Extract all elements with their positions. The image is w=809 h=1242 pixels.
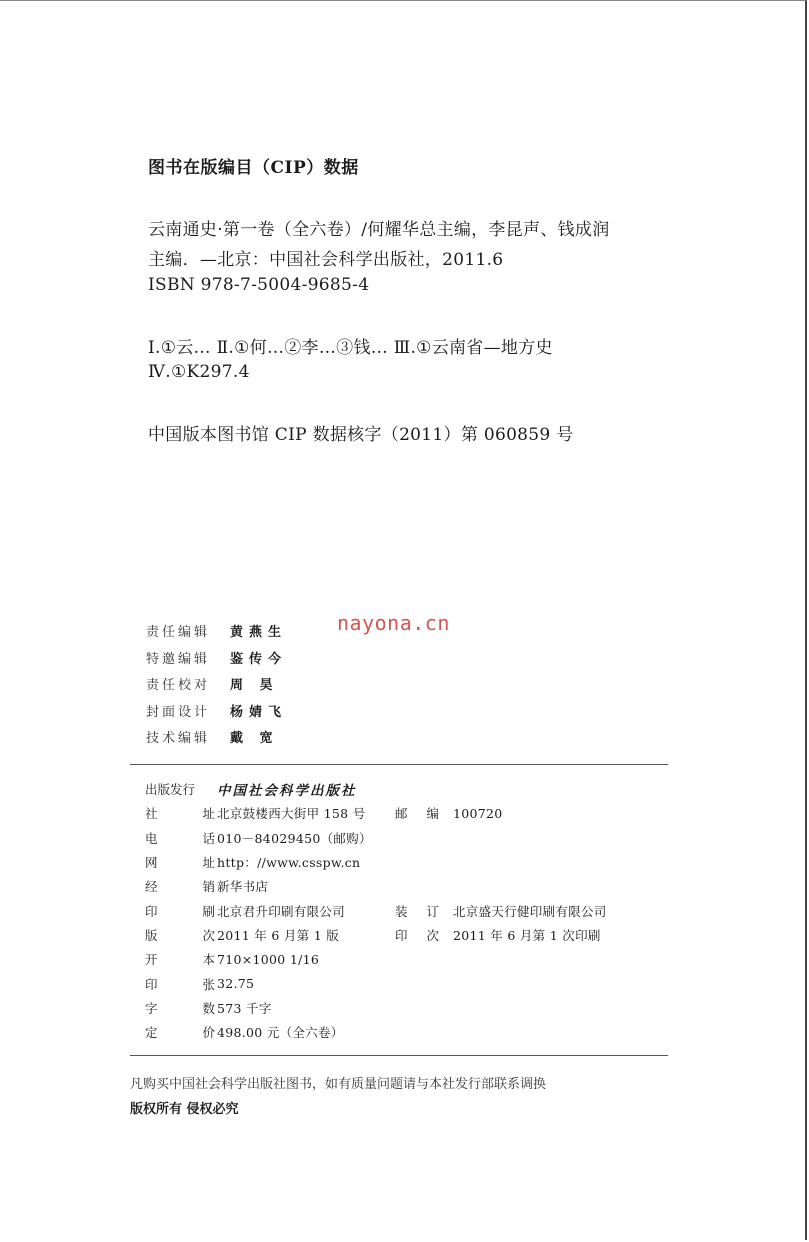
- pub-label: 社 址: [145, 806, 215, 822]
- web-value: http：//www.csspw.cn: [217, 855, 361, 871]
- pub-label: 邮 编: [395, 806, 439, 822]
- credit-value: 鉴传今: [230, 651, 288, 667]
- cip-number: 中国版本图书馆 CIP 数据核字（2011）第 060859 号: [148, 425, 574, 445]
- credit-label: 责任校对: [146, 678, 211, 693]
- cip-title: 图书在版编目（CIP）数据: [148, 158, 359, 178]
- credit-row: [146, 727, 287, 754]
- cip-isbn: ISBN 978-7-5004-9685-4: [148, 275, 370, 295]
- pub-label: 字 数: [145, 1000, 215, 1016]
- credit-value: 周 昊: [230, 678, 279, 693]
- pub-label: 装 订: [395, 903, 439, 919]
- pub-row-phone: [145, 826, 607, 850]
- phone-value: 010－84029450（邮购）: [217, 830, 372, 846]
- pub-row-price: [145, 1020, 607, 1044]
- pub-label: 开 本: [145, 952, 215, 968]
- pub-label: 版 次: [145, 927, 215, 943]
- printer-value: 北京君升印刷有限公司: [217, 903, 346, 919]
- pub-row-printing: [145, 898, 607, 922]
- rights-notice: 版权所有 侵权必究: [130, 1102, 239, 1117]
- credit-label: 特邀编辑: [146, 651, 211, 667]
- credit-label: 技术编辑: [146, 731, 211, 746]
- pub-label: 出版发行: [145, 782, 196, 798]
- binder-value: 北京盛天行健印刷有限公司: [453, 903, 607, 919]
- divider-top: [130, 764, 668, 765]
- divider-bottom: [130, 1055, 668, 1056]
- credit-label: 责任编辑: [146, 625, 211, 640]
- quality-note: 凡购买中国社会科学出版社图书，如有质量问题请与本社发行部联系调换: [130, 1077, 547, 1092]
- pub-label: 印 次: [395, 927, 439, 943]
- pub-row-sheets: [145, 971, 607, 995]
- pub-label: 印 张: [145, 976, 215, 992]
- credit-value: 杨婧飞: [230, 704, 288, 720]
- watermark: nayona.cn: [337, 611, 450, 635]
- credit-row: [146, 674, 287, 701]
- pub-label: 印 刷: [145, 903, 215, 919]
- pub-row-publisher: [145, 777, 607, 801]
- cip-classification-1: Ⅰ.①云… Ⅱ.①何…②李…③钱… Ⅲ.①云南省—地方史: [148, 338, 553, 358]
- pub-label: 网 址: [145, 855, 215, 871]
- cip-line-1: 云南通史·第一卷（全六卷）/何耀华总主编，李昆声、钱成润: [148, 220, 610, 240]
- credit-value: 戴 宽: [230, 731, 279, 746]
- pub-label: 电 话: [145, 830, 215, 846]
- credit-row: [146, 621, 287, 648]
- pub-row-words: [145, 996, 607, 1020]
- impression-value: 2011 年 6 月第 1 次印刷: [453, 927, 601, 943]
- pub-row-address: [145, 801, 607, 825]
- credit-row: [146, 648, 287, 675]
- words-value: 573 千字: [217, 1000, 272, 1016]
- publication-info: [145, 777, 607, 1044]
- cip-classification-2: Ⅳ.①K297.4: [148, 362, 250, 382]
- pub-row-edition: [145, 923, 607, 947]
- credit-row: [146, 701, 287, 728]
- publisher-name: 中国社会科学出版社: [217, 783, 357, 800]
- credit-label: 封面设计: [146, 704, 211, 720]
- format-value: 710×1000 1/16: [217, 951, 320, 967]
- pub-label: 经 销: [145, 879, 215, 895]
- cip-line-2: 主编．—北京：中国社会科学出版社，2011.6: [148, 250, 504, 270]
- postcode-value: 100720: [453, 805, 503, 821]
- pub-row-distribution: [145, 874, 607, 898]
- edition-value: 2011 年 6 月第 1 版: [217, 927, 340, 943]
- price-value: 498.00 元（全六卷）: [217, 1025, 344, 1041]
- distribution-value: 新华书店: [217, 879, 269, 895]
- credits-list: [146, 621, 287, 754]
- pub-row-web: [145, 850, 607, 874]
- pub-row-format: [145, 947, 607, 971]
- credit-value: 黄燕生: [230, 625, 288, 640]
- address-value: 北京鼓楼西大街甲 158 号: [217, 806, 366, 822]
- sheets-value: 32.75: [217, 976, 255, 992]
- pub-label: 定 价: [145, 1025, 215, 1041]
